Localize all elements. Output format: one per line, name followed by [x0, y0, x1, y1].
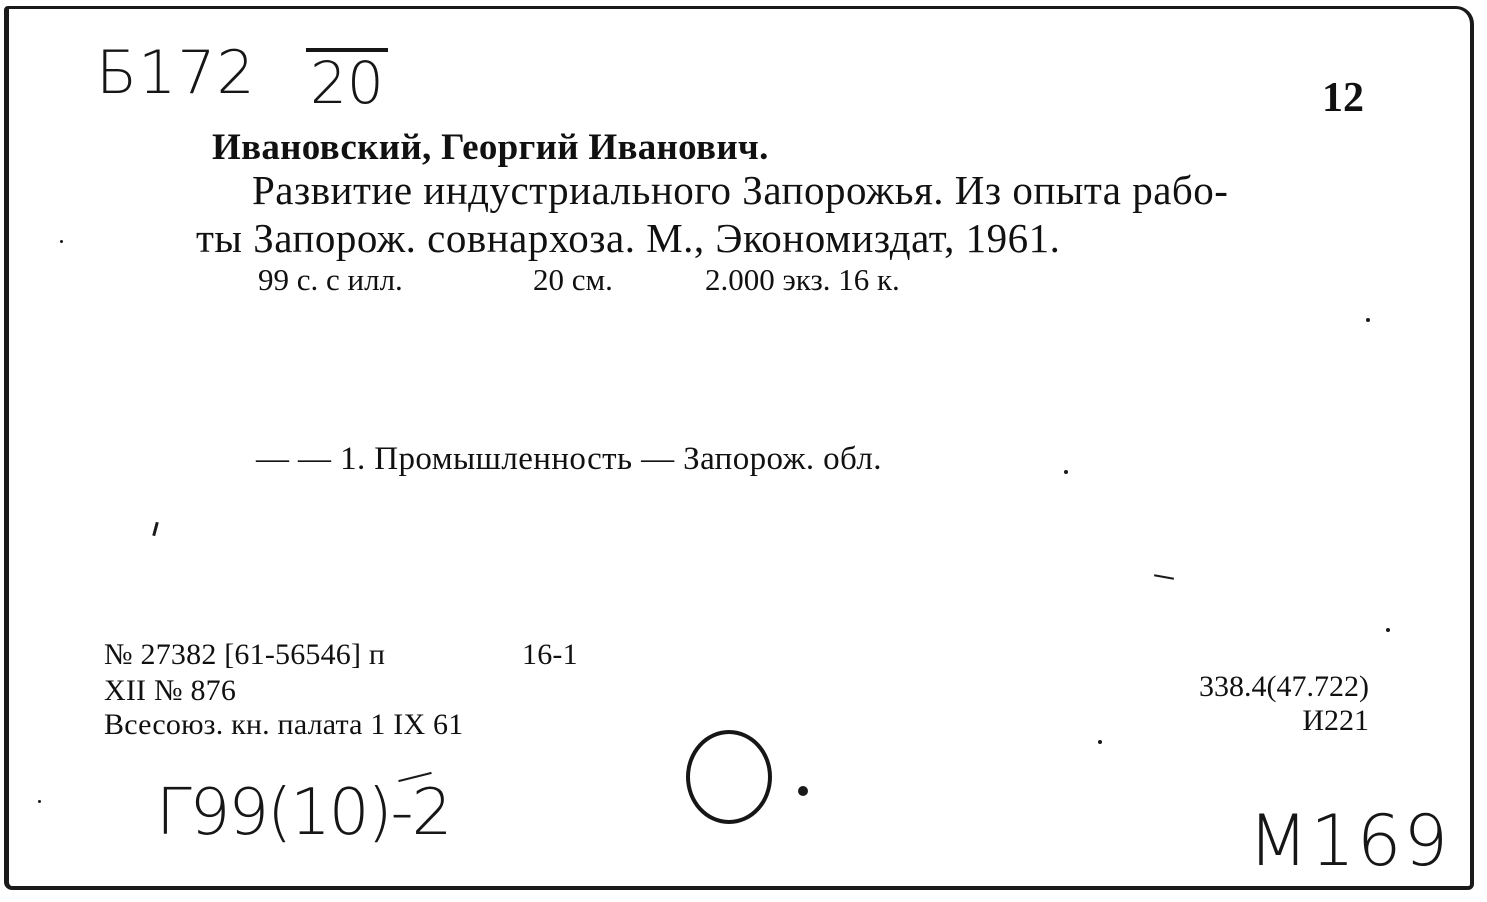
- ink-speck: [1098, 740, 1102, 744]
- handwritten-shelfmark-fraction: 20: [306, 48, 388, 114]
- author-heading: Ивановский, Георгий Иванович.: [212, 127, 769, 168]
- physical-copies-price: 2.000 экз. 16 к.: [705, 262, 900, 297]
- ink-speck: [1366, 318, 1370, 322]
- title-line-1: Развитие индустриального Запорожья. Из опыта рабо-: [252, 167, 1229, 213]
- ink-speck: [1386, 628, 1390, 632]
- registration-series: XII № 876: [104, 674, 237, 707]
- physical-size: 20 см.: [533, 262, 613, 297]
- ink-speck: [38, 800, 41, 803]
- handwritten-inventory-mark: M169: [1248, 800, 1451, 882]
- ink-dot: [798, 786, 808, 796]
- author-mark: И221: [1302, 704, 1369, 737]
- title-line-2: ты Запорож. совнархоза. М., Экономиздат, 1961.: [196, 215, 1061, 261]
- registration-code: 16-1: [522, 638, 578, 671]
- handwritten-shelfmark: Б172: [96, 38, 256, 108]
- registration-number: № 27382 [61-56546] п: [104, 638, 386, 671]
- card-number: 12: [1322, 75, 1364, 121]
- subject-heading: — — 1. Промышленность — Запорож. обл.: [256, 441, 882, 477]
- punch-hole-icon: [686, 730, 772, 824]
- ink-speck: [1064, 470, 1068, 474]
- registration-chamber: Всесоюз. кн. палата 1 IX 61: [104, 708, 464, 741]
- udc-classification: 338.4(47.722): [1199, 670, 1369, 703]
- handwritten-call-number: Г99(10)-2: [156, 776, 451, 850]
- ink-speck: [60, 240, 63, 243]
- physical-pages: 99 с. с илл.: [258, 262, 403, 297]
